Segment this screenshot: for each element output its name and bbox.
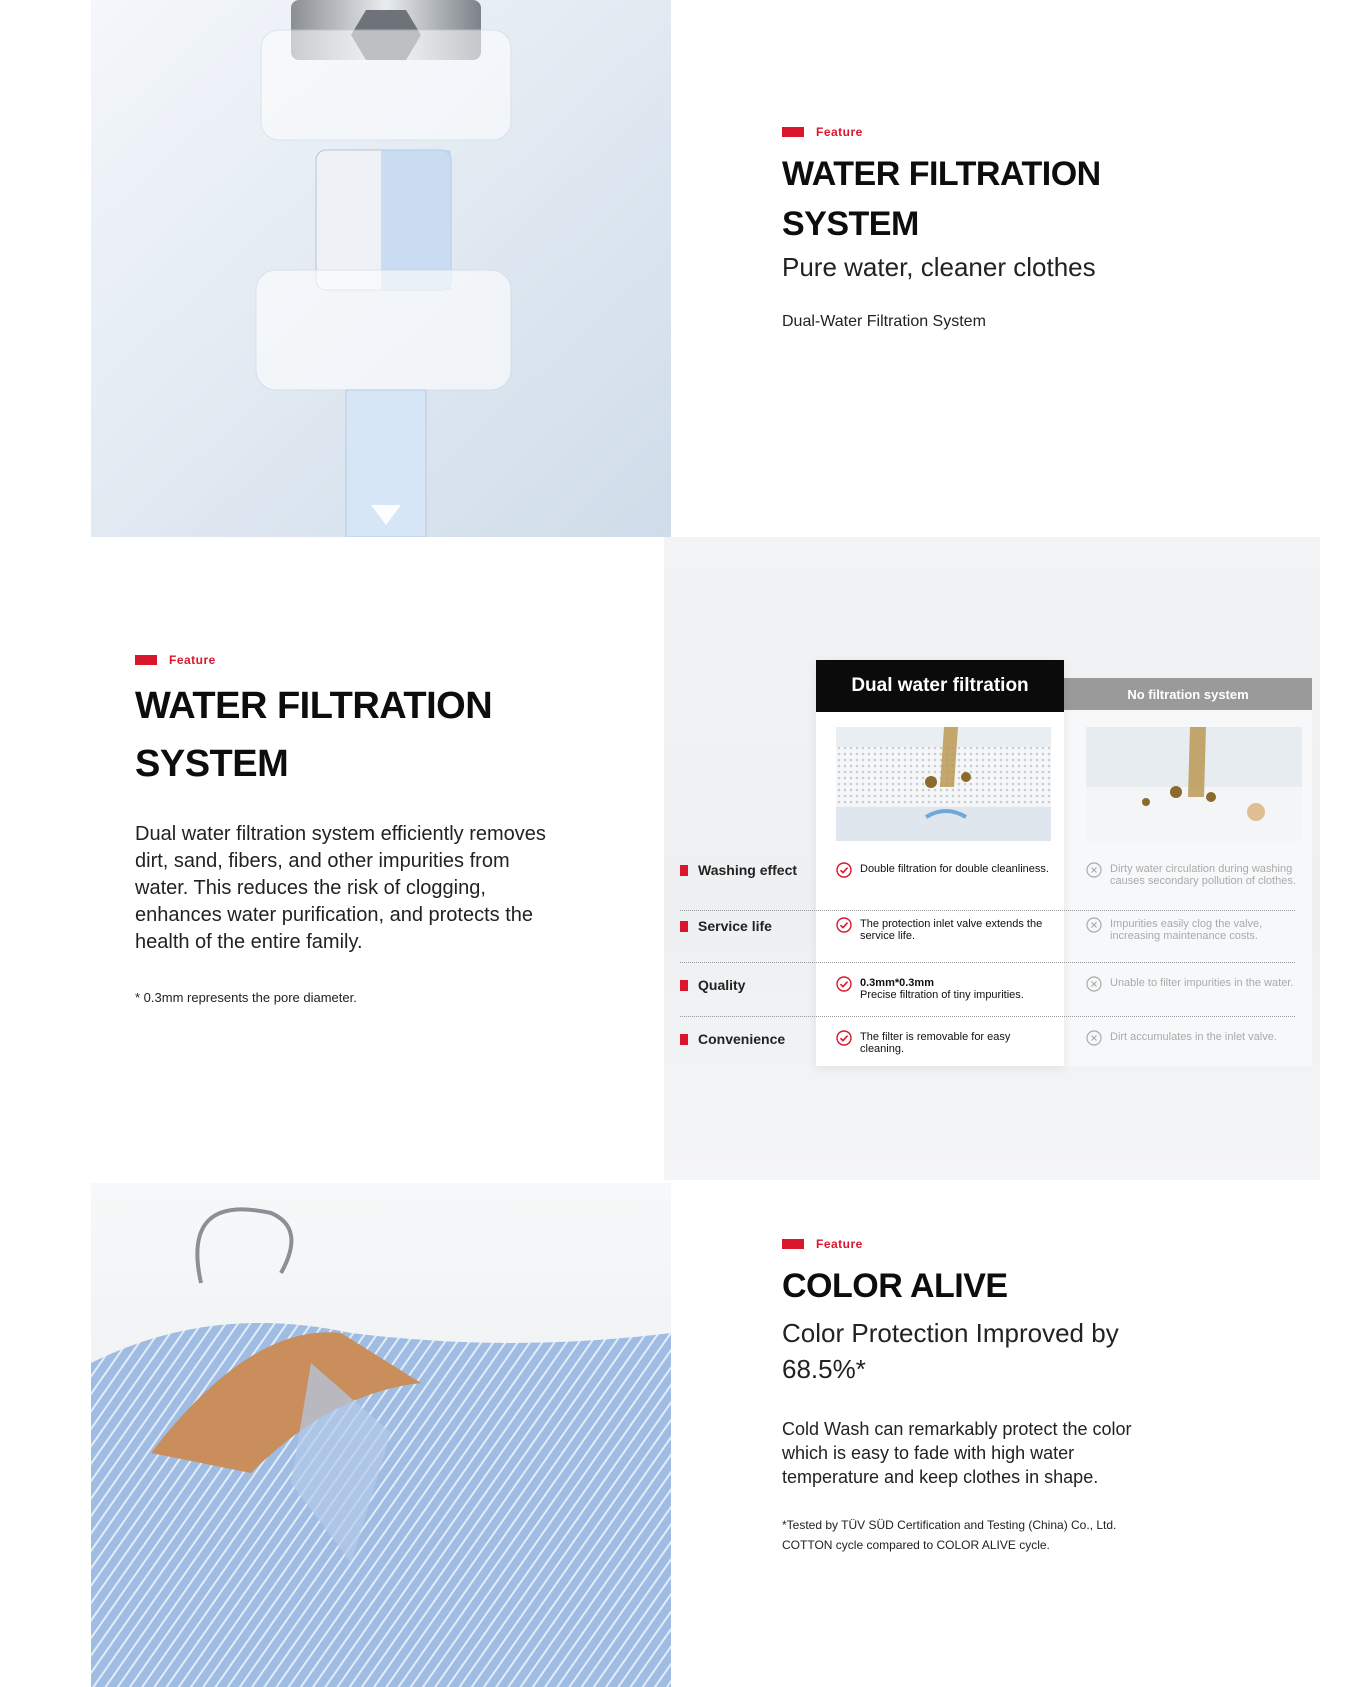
- cell-text: Double filtration for double cleanliness.: [860, 863, 1049, 875]
- feature-tag: [135, 653, 555, 667]
- cell-bold-text: 0.3mm*0.3mm: [860, 977, 934, 989]
- check-icon: [836, 976, 852, 992]
- feature-bar-icon: [135, 655, 157, 665]
- feature-bar-icon: [782, 127, 804, 137]
- feature-bar-icon: [782, 1239, 804, 1249]
- feature-label: Feature: [816, 1237, 863, 1251]
- section-caption: Dual-Water Filtration System: [782, 313, 986, 330]
- title-line2: SYSTEM: [782, 205, 919, 243]
- section1-text: [782, 125, 1232, 331]
- none-cell-quality: [1086, 977, 1301, 992]
- no-filtration-header: No filtration system: [1064, 678, 1312, 710]
- cell-text: Unable to filter impurities in the water.: [1110, 977, 1294, 989]
- check-icon: [836, 862, 852, 878]
- title-line1: WATER FILTRATION: [782, 155, 1101, 193]
- row-label-text: Convenience: [698, 1031, 786, 1047]
- dual-cell-washing-effect: [836, 863, 1056, 878]
- row-label-quality: [680, 977, 745, 993]
- check-icon: [836, 917, 852, 933]
- bullet-icon: [680, 865, 688, 876]
- none-cell-convenience: [1086, 1031, 1301, 1046]
- section-body: Cold Wash can remarkably protect the color which is easy to fade with high water temperature and keep clothes in shape.: [782, 1419, 1132, 1487]
- water-filter-image: [91, 0, 671, 537]
- dual-filtration-thumbnail: [836, 727, 1051, 841]
- section-footnote: * 0.3mm represents the pore diameter.: [135, 990, 357, 1005]
- dual-filtration-header: Dual water filtration: [816, 660, 1064, 712]
- feature-label: Feature: [816, 125, 863, 139]
- none-cell-washing-effect: [1086, 863, 1301, 887]
- footnote-line1: *Tested by TÜV SÜD Certification and Testing (China) Co., Ltd.: [782, 1518, 1117, 1532]
- cell-text: Impurities easily clog the valve, increasing maintenance costs.: [1110, 918, 1263, 942]
- cross-icon: [1086, 1030, 1102, 1046]
- bullet-icon: [680, 921, 688, 932]
- section-title: [135, 677, 555, 793]
- bullet-icon: [680, 1034, 688, 1045]
- cell-text: Dirty water circulation during washing causes secondary pollution of clothes.: [1110, 863, 1296, 887]
- title-line2: SYSTEM: [135, 743, 289, 785]
- feature-tag: [782, 1237, 1162, 1251]
- section2-text: [135, 653, 555, 1021]
- section-title: COLOR ALIVE: [782, 1267, 1008, 1305]
- cross-icon: [1086, 917, 1102, 933]
- dual-cell-quality: [836, 977, 1056, 1001]
- cross-icon: [1086, 862, 1102, 878]
- cell-text: The protection inlet valve extends the service life.: [860, 918, 1043, 942]
- bullet-icon: [680, 980, 688, 991]
- title-line1: WATER FILTRATION: [135, 685, 493, 727]
- shirt-hanger-image: [91, 1183, 671, 1687]
- section-subtitle: Pure water, cleaner clothes: [782, 252, 1096, 282]
- section3-text: [782, 1237, 1162, 1567]
- row-label-text: Quality: [698, 977, 746, 993]
- row-divider: [680, 1016, 1295, 1017]
- cross-icon: [1086, 976, 1102, 992]
- dual-cell-convenience: [836, 1031, 1056, 1055]
- row-label-convenience: [680, 1031, 785, 1047]
- no-filtration-thumbnail: [1086, 727, 1302, 841]
- section-subtitle: Color Protection Improved by 68.5%*: [782, 1318, 1119, 1384]
- row-label-text: Washing effect: [698, 862, 798, 878]
- none-cell-service-life: [1086, 918, 1301, 942]
- dual-cell-service-life: [836, 918, 1056, 942]
- row-label-washing-effect: [680, 862, 797, 878]
- row-label-text: Service life: [698, 918, 772, 934]
- check-icon: [836, 1030, 852, 1046]
- cell-text: Precise filtration of tiny impurities.: [860, 989, 1024, 1001]
- row-divider: [680, 910, 1295, 911]
- section-body: Dual water filtration system efficiently removes dirt, sand, fibers, and other impurities from water. This reduces the risk of clogging, enhances water purification, and protects the health of the entire family.: [135, 823, 546, 953]
- row-label-service-life: [680, 918, 772, 934]
- footnote-line2: COTTON cycle compared to COLOR ALIVE cycle.: [782, 1538, 1050, 1552]
- cell-text: The filter is removable for easy cleaning.: [860, 1031, 1011, 1055]
- section-footnote: [782, 1515, 1162, 1555]
- feature-tag: [782, 125, 1232, 139]
- cell-text-group: [860, 977, 1024, 1001]
- section-title: [782, 149, 1232, 249]
- row-divider: [680, 962, 1295, 963]
- cell-text: Dirt accumulates in the inlet valve.: [1110, 1031, 1277, 1043]
- feature-label: Feature: [169, 653, 216, 667]
